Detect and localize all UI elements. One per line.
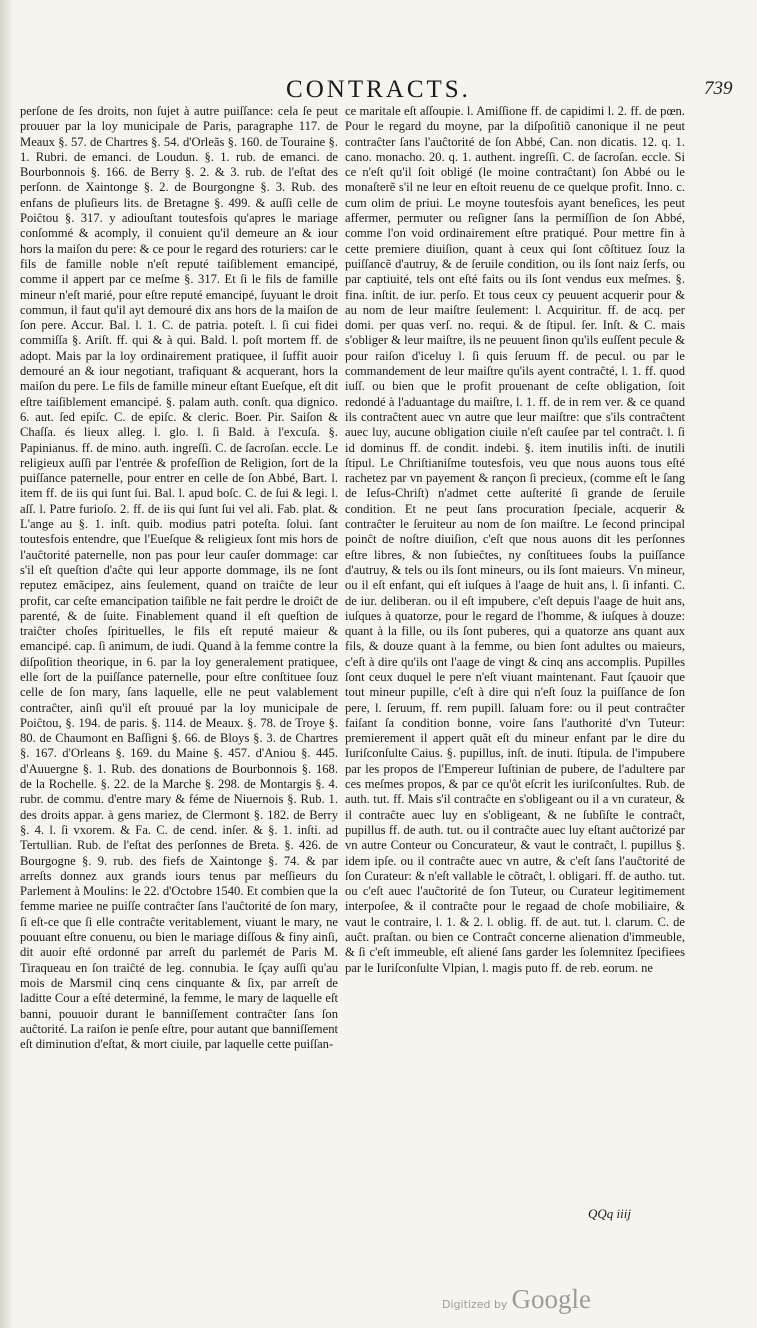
- left-column-text: perſone de ſes droits, non ſujet à autre puiſſance: cela ſe peut prouuer par la loy municipale de Paris, paragraphe 117. de Meaux §. 57. de Chartres §. 54. d'Orleãs §. 160. de Touraine §. 1. Rubri. de emanci. de Loudun. §. 1. rub. de emanci. de Bourbonnois §. 166. de Berry §. 2. & 3. rub. de l'eſtat des perſonn. de Xaintonge §. 2. de Bourgongne §. 3. Rub. des enfans de pluſieurs lits. de Bretagne §. 499. & auſſi celle de Poiĉtou §. 317. y adiouſtant toutesfois qu'apres le mariage conſommé & acomply, il conuient qu'il demeure an & iour hors la maiſon du pere: & ce pour le regard des roturiers: car le fils de famille noble n'eſt reputé taiſiblement emancipé, comme il appert par ce meſme §. 317. Et ſi le fils de famille mineur n'eſt marié, pour eſtre reputé emancipé, ſuyuant le droit commun, il faut qu'il ayt demouré dix ans hors de la maiſon de ſon pere. Accur. Bal. l. 1. C. de patria. poteſt. l. ſi cui fidei commiſſa §. Ariſt. ff. qui & à qui. Bald. l. poſt mortem ff. de adopt. Mais par la loy ordinairement pratiquee, il ſuffit auoir demouré an & iour negotiant, trafiquant & acquerant, hors la maiſon du pere. Le fils de famille mineur eſtant Eueſque, eſt dit eſtre taiſiblement emancipé. §. palam auth. conſt. qua dignico. 6. aut. ſed epiſc. C. de epiſc. & cleric. Boer. Pir. Saiſon & Chaſſa. és lieux alleg. l. glo. l. ſi Bald. à l'excuſa. §. Papinianus. ff. de mino. auth. ingreſſi. C. de ſacroſan. eccle. Le religieux auſſi par l'entrée & profeſſion de Religion, ſort de la puiſſance paternelle, pour entrer en celle de ſon Abbé, Bart. l. item ff. de iis qui ſunt ſui. Bal. l. apud boſc. C. de ſui & legi. l. aſſ. l. Patre furioſo. 2. ff. de iis qui ſunt ſui vel ali. Fab. plat. & L'ange au §. 1. inſt. quib. modius patri poteſta. ſolui. ſant toutesfois entendre, que l'Eueſque & religieux ſont mis hors de l'auĉtorité paternelle, non pas pour leur cauſer dommage: car s'il eſt queſtion d'aĉte qui leur apporte dommage, ils ne ſont reputez emãcipez, ains ſeulement, quand on traiĉte de leur profit, car ceſte emancipation taiſible ne fait perdre le droiĉt de parenté, & de ſuite. Finablement quand il eſt queſtion de traiĉter choſes ſpirituelles, le fils eſt reputé maieur & emancipé. cap. ſi animum, de iudi. Quand à la femme contre la diſpoſition theorique, in 6. par la loy generalement pratiquee, elle ſort de la puiſſance paternelle, pour eſtre conſtituee ſouz celle de ſon mary, ſans laquelle, elle ne peut valablement contraĉter, ainſi qu'il eſt prouué par la loy municipale de Poiĉtou, §. 194. de paris. §. 114. de Meaux. §. 78. de Troye §. 80. de Chaumont en Baſſigni §. 66. de Bloys §. 3. de Chartres §. 167. d'Orleans §. 169. du Maine §. 457. d'Aniou §. 445. d'Auuergne §. 1. Rub. des donations de Bourbonnois §. 168. de la Rochelle. §. 22. de la Marche §. 298. de Montargis §. 4. rubr. de commu. d'entre mary & féme de Niuernois §. Rub. 1. des droits appar. à gens mariez, de Clermont §. 182. de Berry §. 4. l. ſi vxorem. & Fa. C. de cend. inſer. & §. 1. inſti. ad Tertullian. Rub. de l'eſtat des perſonnes de Breta. §. 426. de Bourgogne §. 9. rub. des fiefs de Xaintonge §. 74. & par arreſts donnez aux grands iours tenus par meſſieurs du Parlement à Moulins: le 22. d'Octobre 1540. Et combien que la femme mariee ne puiſſe contraĉter ſans l'auĉtorité de ſon mary, ſi eſt-ce que ſi elle contraĉte veritablement, viuant le mary, ne pouuant eſtre conuenu, ou bien le mariage diſſous & finy ainſi, dit auoir eſté ordonné par arreſt du parlemét de Paris M. Tiraqueau en ſon traiĉté de leg. connubia. Ie ſçay auſſi qu'au mois de Marsmil cinq cens cinquante & ſix, par arreſt de laditte Cour a eſté determiné, la femme, le mary de laquelle eſt banni, pouuoir durant le banniſſement contraĉter ſans ſon auĉtorité. La raiſon ie penſe eſtre, pour autant que banniſſement eſt diminution d'eſtat, & mort ciuile, par laquelle cette puiſſan-: [20, 104, 338, 1052]
- google-logo: Google: [511, 1284, 591, 1314]
- gutter-shadow: [0, 0, 14, 1328]
- running-head-title: CONTRACTS.: [286, 76, 471, 103]
- left-text-column: [20, 104, 338, 1052]
- watermark-prefix: Digitized by: [442, 1298, 508, 1311]
- right-column-text: ce maritale eſt aſſoupie. l. Amiſſione ff. de capidimi l. 2. ff. de pœn. Pour le regard du moyne, par la diſpoſitiõ canonique il ne peut contraĉter ſans l'auĉtorité de ſon Abbé, Can. non dicatis. 12. q. 1. cano. monacho. 20. q. 1. authent. ingreſſi. C. de ſacroſan. eccle. Si ce n'eſt qu'il ſoit obligé (le moine contraĉtant) ſon Abbé ou le monaſterẽ s'il ne leur en eſtoit reuenu de ce quelque profit. Inno. c. cum olim de priui. Le moyne toutesfois ayant beneſices, les peut affermer, permuter ou reſigner ſans la permiſſion de ſon Abbé, comme l'on void ordinairement eſtre pratiqué. Pour mettre fin à cette premiere diuiſion, quant à ceux qui ſont côſtituez ſouz la puiſſancẽ d'autruy, & de ſeruile condition, ou ils ſont naiz ſerfs, ou par captiuité, tels ont eſté faits ou ils ſont vendus eux meſmes. §. fina. inſtit. de iur. perſo. Et tous ceux cy peuuent acquerir pour & au nom de leur maiſtre ſeulement: l. Acquiritur. ff. de acq. per domi. per quas verſ. no. requi. & de ſtipul. ſer. Inſt. & C. mais s'obliger & leur maiſtre, ils ne peuuent ſinon qu'ils euſſent pecule & pour raiſon d'iceluy l. ſi quis ſeruum ff. de pecul. ou par le commandement de leur maiſtre qu'ils ayent contraĉté, l. 1. ff. quod iuſſ. ou bien que le profit prouenant de ceſte obligation, ſoit redondé à l'aduantage du maiſtre, l. 1. ff. de in rem ver. & ce quand ils contraĉtent auec vn autre que leur maiſtre: que s'ils contraĉtent auec luy, aucune obligation ciuile n'eſt cauſee par tel contraĉt. l. ſi id dominus ff. de condit. indebi. §. item inutilis inſti. de inutili ſtipul. Le Chriſtianiſme toutesfois, veu que nous auons tous eſté rachetez par vn payement & rançon ſi precieux, (comme eſt le ſang de Ieſus-Chriſt) n'admet cette auſterité ſi grande de ſeruile condition. Et ne peut ſans procuration ſpeciale, acquerir & contraĉter le ſeruiteur au nom de ſon maiſtre. Le ſecond principal poinĉt de noſtre diuiſion, c'eſt que nous auons dit les perſonnes eſtre libres, & non ſubieĉtes, ny conſtituees ſoubs la puiſſance d'autruy, & tels ou ils ſont mineurs, ou ils ſont maieurs. Vn mineur, ou il eſt enfant, qui eſt iuſques à l'aage de huit ans, l. ſi infanti. C. de iur. deliberan. ou il eſt impubere, c'eſt depuis l'aage de huit ans, iuſques à quatorze, pour le regard de l'homme, & iuſques à douze: quant à la fille, ou ils ſont puberes, qui a quatorze ans quant aux fils, & douze quant à la femme, ou bien ſont adultes ou maieurs, c'eſt à dire qu'ils ont l'aage de vingt & cinq ans accomplis. Pupilles ſont ceux duquel le pere n'eſt viuant maintenant. Faut ſçauoir que tout mineur pupille, c'eſt à dire qui n'eſt ſouz la puiſſance de ſon pere, l. ſeruum, ff. rem pupill. ſaluam fore: ou il peut contraĉter faiſant ſa condition bonne, voire ſans l'authorité d'vn Tuteur: premierement il appert quãt eſt du mineur enfant par le dire du Iuriſconſulte Caius. §. pupillus, inſt. de inuti. ſtipula. de l'impubere par les propos de l'Empereur Iuſtinian de pubere, de l'adultere par ces meſmes propos, & par ce qu'ôt eſcrit les iuriſconſultes. Rub. de auth. tut. ff. Mais s'il contraĉte en s'obligeant ou il a vn curateur, & il contraĉte auec luy en s'obligeant, & ne ſubſiſte le contraĉt, pupillus ff. de auth. tut. ou il contraĉte auec luy eſtant auĉtorizé par vn autre Conteur ou Concurateur, & vaut le contraĉt, l. pupillus §. idem ipſe. ou il contraĉte auec vn autre, & c'eſt ſans l'auĉtorité de ſon Curateur: & n'eſt vallable le cõtraĉt, l. obligari. ff. de autho. tut. ou c'eſt auec l'auĉtorité de ſon Tuteur, ou Curateur legitimement interpoſee, & il contraĉte pour le regaad de choſe mobiliaire, & vaut le contraire, l. 1. & 2. l. oblig. ff. de aut. tut. l. clarum. C. de auĉt. praſtan. ou bien ce Contraĉt concerne alienation d'immeuble, & ſi c'eſt immeuble, eſt aliené ſans garder les ſolemnitez ſpecifiees par le Iuriſconſulte Vlpian, l. magis puto ff. de reb. eorum. ne: [345, 104, 685, 975]
- right-text-column: [345, 104, 685, 976]
- digitized-watermark: [442, 1284, 591, 1315]
- page-number: 739: [704, 78, 733, 99]
- signature-mark: QQq iiij: [588, 1206, 631, 1221]
